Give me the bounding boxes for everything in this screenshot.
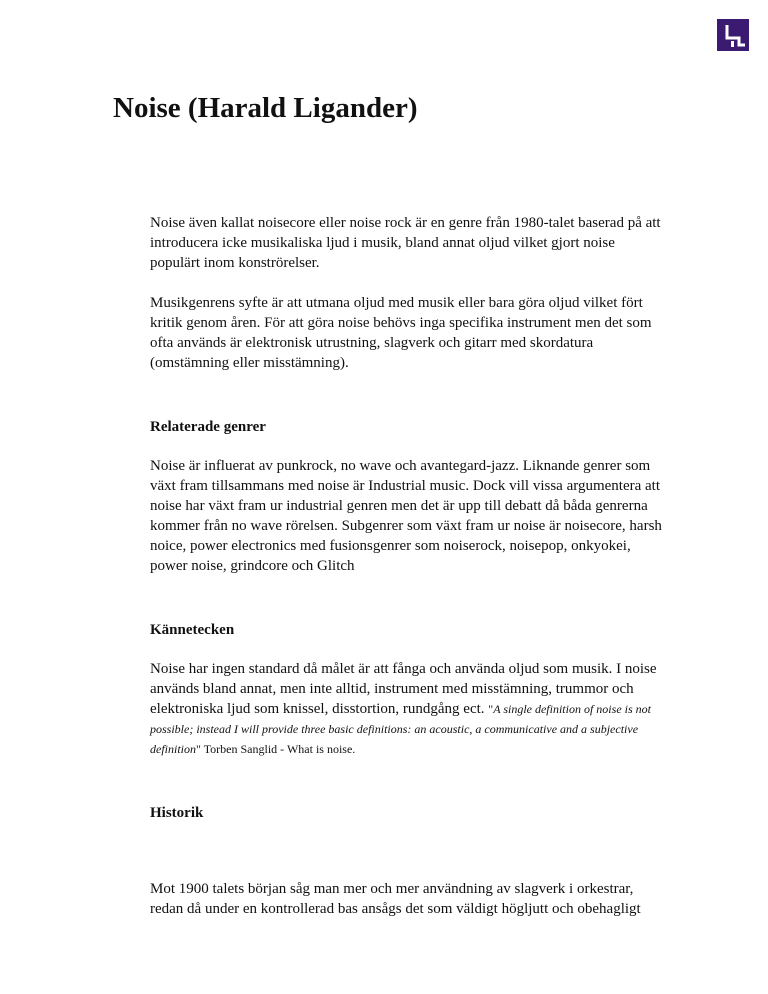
section-heading-related-genres: Relaterade genrer [150,419,266,435]
document-title: Noise (Harald Ligander) [113,92,418,124]
document-body [150,213,665,919]
characteristics-paragraph [150,659,665,759]
history-paragraph: Mot 1900 talets början såg man mer och mer användning av slagverk i orkestrar, redan då under en kontrollerad bas ansågs det som väldigt högljutt och obehagligt [150,881,641,917]
characteristics-text: Noise har ingen standard då målet är att fånga och använda oljud som musik. I noise används bland annat, men inte alltid, instrument med misstämning, trummor och elektroniska ljud som knissel, disstortion, rundgång ect. [150,661,657,717]
publisher-logo-icon [717,19,749,51]
related-genres-paragraph: Noise är influerat av punkrock, no wave och avantegard-jazz. Liknande genrer som växt fram tillsammans med noise är Industrial music. Dock vill vissa argumentera att noise har växt fram ur industrial genren men det är upp till debatt då båda genrerna kommer från no wave rörelsen. Subgenrer som växt fram ur noise är noisecore, harsh noice, power electronics med fusionsgenrer som noiserock, noisepop, onkyokei, power noise, grindcore och Glitch [150,458,662,574]
quote-citation: Torben Sanglid - What is noise. [200,742,356,756]
section-heading-characteristics: Kännetecken [150,622,235,638]
quote-close-mark: " [196,742,201,756]
quote-open-mark: " [488,702,494,716]
intro-paragraph-1: Noise även kallat noisecore eller noise rock är en genre från 1980-talet baserad på att introducera icke musikaliska ljud i musik, bland annat oljud vilket gjort noise populärt inom konströrelser. [150,215,661,271]
intro-paragraph-2: Musikgenrens syfte är att utmana oljud med musik eller bara göra oljud vilket fört kritik genom åren. För att göra noise behövs inga specifika instrument men det som ofta används är elektronisk utrustning, slagverk och gitarr med skordatura (omstämning eller misstämning). [150,295,652,371]
section-heading-history: Historik [150,805,204,821]
noise-definition-quote: A single definition of noise is not possible; instead I will provide three basic definitions: an acoustic, a communicative and a subjective definition [150,702,651,756]
